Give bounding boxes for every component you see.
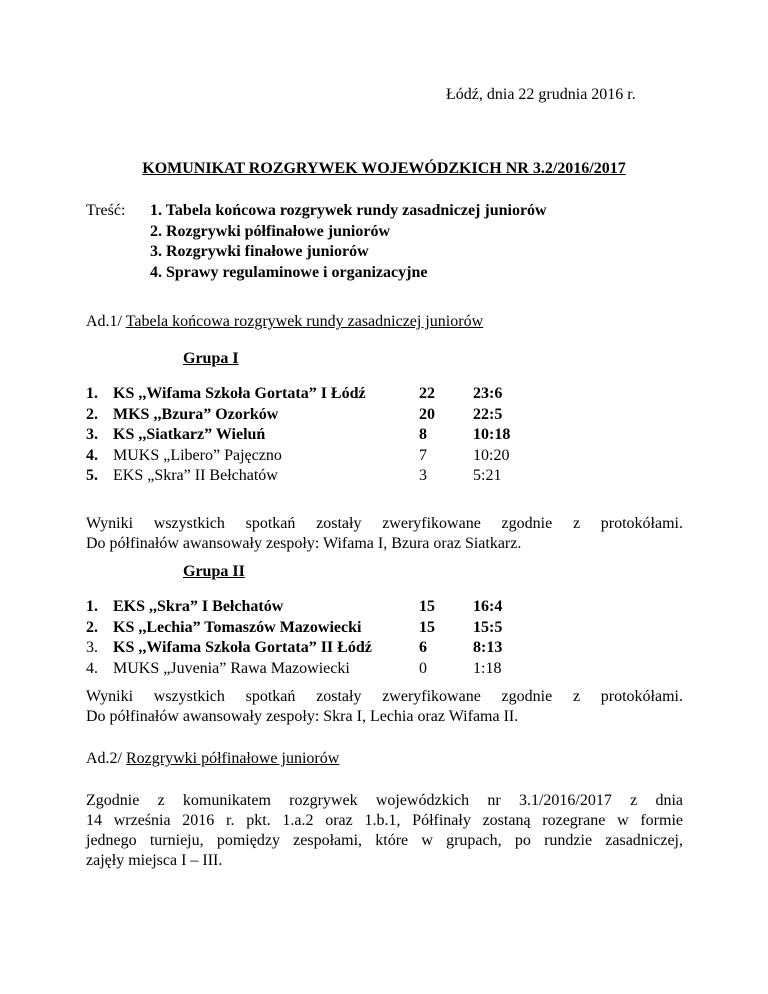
section-title: Tabela końcowa rozgrywek rundy zasadniczej juniorów xyxy=(125,313,484,330)
row-sets: 10:18 xyxy=(473,426,511,443)
row-team: EKS „Skra” II Bełchatów xyxy=(113,467,278,484)
contents-item: 1. Tabela końcowa rozgrywek rundy zasadniczej juniorów xyxy=(150,202,547,219)
paragraph-line: 14 września 2016 r. pkt. 1.a.2 oraz 1.b.1, Półfinały zostaną rozegrane w formie xyxy=(86,812,683,829)
row-sets: 16:4 xyxy=(473,598,503,615)
date-line: Łódź, dnia 22 grudnia 2016 r. xyxy=(446,86,636,103)
contents-item: 3. Rozgrywki finałowe juniorów xyxy=(150,243,369,260)
paragraph-line: Zgodnie z komunikatem rozgrywek wojewódzkich nr 3.1/2016/2017 z dnia xyxy=(86,792,683,809)
row-number: 4. xyxy=(86,659,98,677)
section-ad1-heading xyxy=(86,313,483,331)
row-sets: 5:21 xyxy=(473,467,502,484)
paragraph-line: zajęły miejsca I – III. xyxy=(86,852,223,869)
document-title: KOMUNIKAT ROZGRYWEK WOJEWÓDZKICH NR 3.2/2016/2017 xyxy=(142,160,626,177)
section-title: Rozgrywki półfinałowe juniorów xyxy=(126,750,340,767)
row-points: 3 xyxy=(419,467,427,484)
group2-note xyxy=(86,687,683,727)
contents-item: 4. Sprawy regulaminowe i organizacyjne xyxy=(150,263,428,281)
row-points: 15 xyxy=(419,598,435,615)
contents-item: 2. Rozgrywki półfinałowe juniorów xyxy=(150,222,390,240)
row-team: KS ,,Lechia” Tomaszów Mazowiecki xyxy=(113,618,362,636)
row-number: 4. xyxy=(86,446,98,464)
row-team: KS ,,Siatkarz” Wieluń xyxy=(113,426,266,443)
row-team: EKS ,,Skra” I Bełchatów xyxy=(113,598,284,615)
group2-title: Grupa II xyxy=(183,563,245,580)
contents-label: Treść: xyxy=(86,202,126,219)
contents-list xyxy=(150,201,547,283)
row-number: 3. xyxy=(86,639,98,656)
row-sets: 23:6 xyxy=(473,385,503,402)
note-line: Wyniki wszystkich spotkań zostały zweryfikowane zgodnie z protokółami. xyxy=(86,515,683,532)
row-team: MKS ,,Bzura” Ozorków xyxy=(113,405,279,423)
row-points: 22 xyxy=(419,385,435,402)
section-prefix: Ad.2/ xyxy=(86,750,122,767)
row-team: KS ,,Wifama Szkoła Gortata” II Łódź xyxy=(113,639,372,656)
note-line: Wyniki wszystkich spotkań zostały zweryfikowane zgodnie z protokółami. xyxy=(86,688,683,705)
row-team: KS ,,Wifama Szkoła Gortata” I Łódź xyxy=(113,385,366,402)
row-sets: 15:5 xyxy=(473,618,503,636)
row-points: 6 xyxy=(419,639,427,656)
row-number: 5. xyxy=(86,467,98,484)
row-sets: 1:18 xyxy=(473,659,502,677)
row-points: 20 xyxy=(419,405,435,423)
note-line: Do półfinałów awansowały zespoły: Wifama I, Bzura oraz Siatkarz. xyxy=(86,535,522,552)
row-number: 2. xyxy=(86,618,98,636)
row-points: 15 xyxy=(419,618,435,636)
row-points: 0 xyxy=(419,659,427,677)
group1-note xyxy=(86,514,683,554)
section-prefix: Ad.1/ xyxy=(86,313,122,330)
row-number: 2. xyxy=(86,405,98,423)
ad2-paragraph xyxy=(86,791,683,871)
row-points: 8 xyxy=(419,426,427,443)
paragraph-line: jednego turnieju, pomiędzy zespołami, które w grupach, po rundzie zasadniczej, xyxy=(86,832,683,849)
row-number: 1. xyxy=(86,385,98,402)
section-ad2-heading xyxy=(86,750,339,768)
row-sets: 10:20 xyxy=(473,446,510,464)
group1-title: Grupa I xyxy=(183,350,239,367)
row-team: MUKS „Juvenia” Rawa Mazowiecki xyxy=(113,659,350,677)
row-points: 7 xyxy=(419,446,427,464)
row-team: MUKS „Libero” Pajęczno xyxy=(113,446,282,464)
row-sets: 8:13 xyxy=(473,639,503,656)
row-sets: 22:5 xyxy=(473,405,503,423)
row-number: 3. xyxy=(86,426,98,443)
note-line: Do półfinałów awansowały zespoły: Skra I, Lechia oraz Wifama II. xyxy=(86,708,519,725)
row-number: 1. xyxy=(86,598,98,615)
